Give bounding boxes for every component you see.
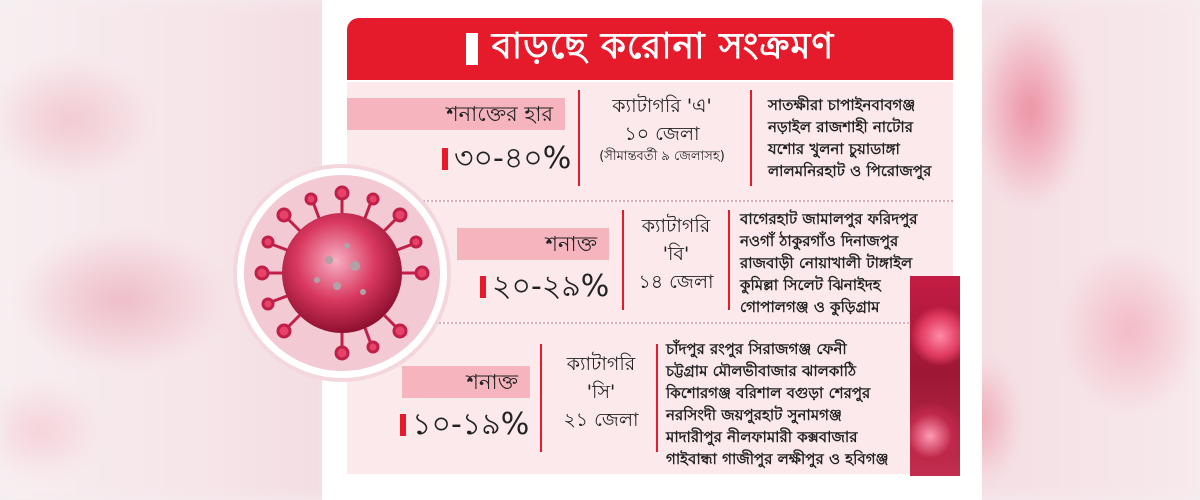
category-c: ক্যাটাগরি 'সি' ২১ জেলা	[563, 353, 639, 431]
separator	[622, 210, 624, 310]
district-list-c: চাঁদপুর রংপুর সিরাজগঞ্জ ফেনী চট্টগ্রাম মৌলভীবাজার ঝালকাঠি কিশোরগঞ্জ বরিশাল বগুড়া শেরপুর নরসিংদী জয়পুরহাট সুনামগঞ্জ মাদারীপুর নীলফামারী কক্সবাজার গাইবান্ধা গাজীপুর লক্ষীপুর ও হবিগঞ্জ	[666, 340, 889, 468]
rate-label-c: শনাক্ত	[402, 366, 530, 398]
coronavirus-icon	[237, 168, 447, 378]
separator	[578, 90, 580, 186]
rate-marker	[400, 414, 406, 436]
rate-label-b: শনাক্ত	[457, 228, 609, 260]
district-list-a: সাতক্ষীরা চাপাইনবাবগঞ্জ নড়াইল রাজশাহী নাটোর যশোর খুলনা চুয়াডাঙ্গা লালমনিরহাট ও পিরোজপুর	[768, 96, 932, 180]
rate-value-c: ১০-১৯%	[400, 400, 529, 451]
district-list-b: বাগেরহাট জামালপুর ফরিদপুর নওগাঁ ঠাকুরগাঁও দিনাজপুর রাজবাড়ী নোয়াখালী টাঙ্গাইল কুমিল্লা সিলেট ঝিনাইদহ গোপালগঞ্জ ও কুড়িগ্রাম	[740, 210, 918, 316]
rate-value-a: ৩০-৪০%	[442, 134, 571, 185]
virus-illustration	[237, 168, 447, 378]
title-marker	[466, 33, 478, 65]
rate-value-b: ২০-২৯%	[480, 262, 609, 313]
category-b: ক্যাটাগরি 'বি' ১৪ জেলা	[638, 215, 714, 293]
virus-image-strip	[910, 276, 960, 476]
infographic-title: বাড়ছে করোনা সংক্রমণ	[491, 26, 835, 67]
rate-marker	[442, 148, 448, 170]
separator	[540, 344, 542, 452]
separator	[750, 90, 752, 186]
title-banner	[347, 18, 953, 80]
separator	[728, 210, 730, 310]
rate-label-a: শনাক্তের হার	[347, 98, 565, 130]
rate-marker	[480, 276, 486, 298]
separator	[656, 344, 658, 452]
category-a: ক্যাটাগরি 'এ' ১০ জেলা (সীমান্তবর্তী ৯ জেলাসহ)	[599, 95, 725, 164]
